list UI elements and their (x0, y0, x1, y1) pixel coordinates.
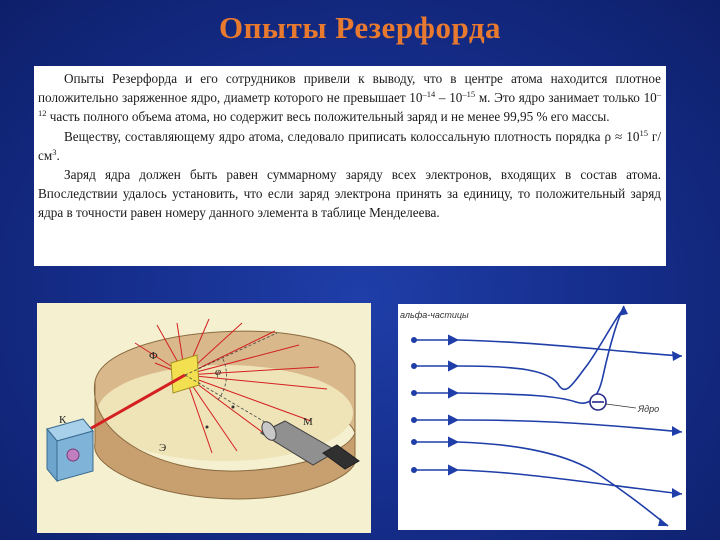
trajectories-figure (398, 304, 686, 530)
paragraph-1 (38, 69, 661, 127)
superscript: –12 (38, 89, 662, 119)
superscript: –15 (462, 89, 476, 100)
label-foil: Ф (149, 350, 158, 362)
paragraph-2 (38, 127, 661, 165)
marker-dot (232, 406, 235, 409)
label-screen: Э (159, 442, 167, 454)
superscript: –14 (422, 89, 436, 100)
label-source: К (59, 414, 67, 426)
text-run: Опыты Резерфорда и его сотрудников привели к выводу, что в центре атома находится плотное положительно заряженное ядро, диаметр которого не превышает 10 (38, 71, 661, 106)
exit-arrows (618, 306, 682, 526)
source-box (47, 419, 93, 481)
text-run: – 10 (435, 90, 463, 106)
superscript: 15 (639, 127, 648, 138)
text-block (34, 66, 666, 266)
label-nucleus: Ядро (638, 404, 660, 414)
superscript: 3 (52, 146, 57, 157)
trajectories (414, 306, 682, 526)
text-run: часть полного объема атома, но содержит весь положительный заряд и не менее 99,95 % его массы. (46, 109, 610, 125)
particle-dots (411, 337, 417, 473)
text-run: г/см (38, 128, 662, 163)
text-run: Веществу, составляющему ядро атома, следовало приписать колоссальную плотность порядка ρ ≈ 10 (64, 128, 640, 144)
label-particles: альфа-частицы (400, 310, 469, 320)
trajectories-drawing (398, 304, 686, 530)
slide-title: Опыты Резерфорда (218, 10, 502, 45)
leader-line (606, 404, 636, 408)
marker-dot (206, 426, 209, 429)
text-run: . (56, 147, 60, 163)
apparatus-drawing (37, 303, 371, 533)
label-angle: φ (215, 366, 222, 378)
text-run: м. Это ядро занимает только 10 (475, 90, 657, 106)
label-microscope: М (303, 416, 313, 428)
apparatus-figure (37, 303, 371, 533)
paragraph-3: Заряд ядра должен быть равен суммарному заряду всех электронов, входящих в состав атома. Впоследствии удалось установить, что если заряд электрона принять за единицу, то положительный заряд ядра в точности равен номеру данного элемента в таблице Менделеева. (38, 167, 661, 221)
